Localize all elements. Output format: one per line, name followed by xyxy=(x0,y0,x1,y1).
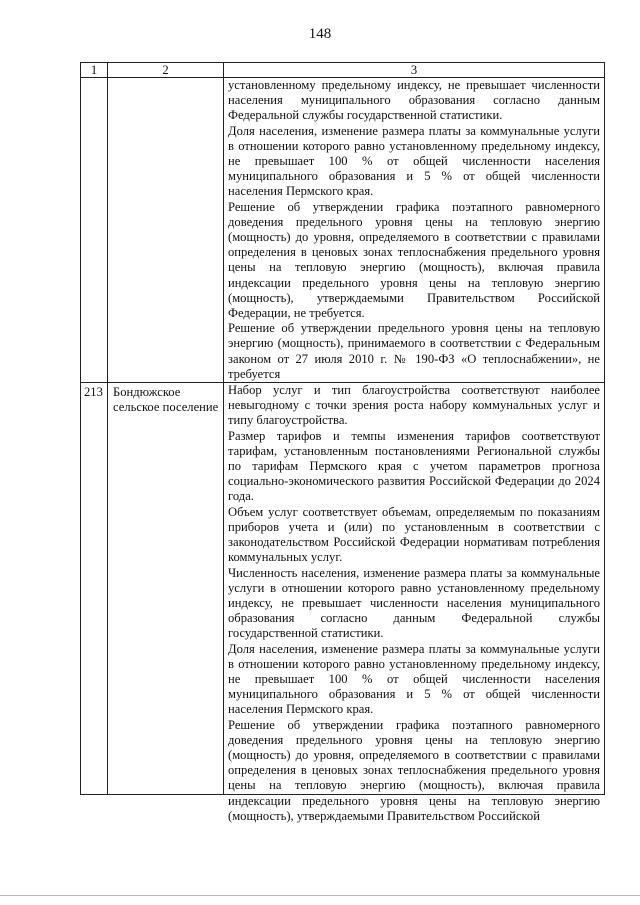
column-header-3: 3 xyxy=(224,63,605,78)
municipality-name-cell xyxy=(108,78,224,383)
row-number-cell xyxy=(81,78,108,383)
page-bottom-edge xyxy=(0,895,640,896)
description-cell xyxy=(224,383,605,823)
paragraph: Решение об утверждении графика поэтапного равномерного доведения предельного уровня цены на тепловую энергию (мощность) до уровня, определяемого в соответствии с правилами определения в ценовых зонах теплоснабжения предельного уровня цены на тепловую энергию (мощность), включая правила индексации предельного уровня цены на тепловую энергию (мощность), утверждаемыми Правительством Российской xyxy=(228,717,600,823)
column-header-1: 1 xyxy=(81,63,108,78)
table-header-row xyxy=(81,63,605,78)
paragraph: Решение об утверждении графика поэтапного равномерного доведения предельного уровня цены на тепловую энергию (мощность) до уровня, определяемого в соответствии с правилами определения в ценовых зонах теплоснабжения предельного уровня цены на тепловую энергию (мощность), включая правила индексации предельного уровня цены на тепловую энергию (мощность), утверждаемыми Правительством Российской Федерации, не требуется. xyxy=(228,199,600,321)
paragraph: Размер тарифов и темпы изменения тарифов соответствуют тарифам, установленным постановлениями Региональной службы по тарифам Пермского края с учетом параметров прогноза социально-экономического развития Российской Федерации до 2024 года. xyxy=(228,428,600,504)
table-row xyxy=(81,383,605,795)
tariff-table xyxy=(80,62,605,823)
page-number: 148 xyxy=(308,26,332,42)
paragraph: Доля населения, изменение размера платы за коммунальные услуги в отношении которого равно установленному предельному индексу, не превышает 100 % от общей численности населения муниципального образования и 5 % от общей численности населения Пермского края. xyxy=(228,641,600,717)
paragraph: Набор услуг и тип благоустройства соответствуют наиболее невыгодному с точки зрения роста набору коммунальных услуг и типу благоустройства. xyxy=(228,383,600,428)
description-cell xyxy=(224,78,605,383)
table-row xyxy=(81,78,605,383)
paragraph: Доля населения, изменение размера платы за коммунальные услуги в отношении которого равно установленному предельному индексу, не превышает 100 % от общей численности населения муниципального образования и 5 % от общей численности населения Пермского края. xyxy=(228,123,600,199)
paragraph: Решение об утверждении предельного уровня цены на тепловую энергию (мощность), принимаемого в соответствии с Федеральным законом от 27 июля 2010 г. № 190-ФЗ «О теплоснабжении», не требуется xyxy=(228,321,600,381)
municipality-name-cell: Бондюжское сельское поселение xyxy=(108,383,224,795)
paragraph: Численность населения, изменение размера платы за коммунальные услуги в отношении которого равно установленному предельному индексу, не превышает численности населения муниципального образования согласно данным Федеральной службы государственной статистики. xyxy=(228,565,600,641)
row-number-cell: 213 xyxy=(81,383,108,795)
column-header-2: 2 xyxy=(108,63,224,78)
paragraph: установленному предельному индексу, не превышает численности населения муниципального образования согласно данным Федеральной службы государственной статистики. xyxy=(228,78,600,123)
paragraph: Объем услуг соответствует объемам, определяемым по показаниям приборов учета и (или) по установленным в соответствии с законодательством Российской Федерации нормативам потребления коммунальных услуг. xyxy=(228,504,600,565)
